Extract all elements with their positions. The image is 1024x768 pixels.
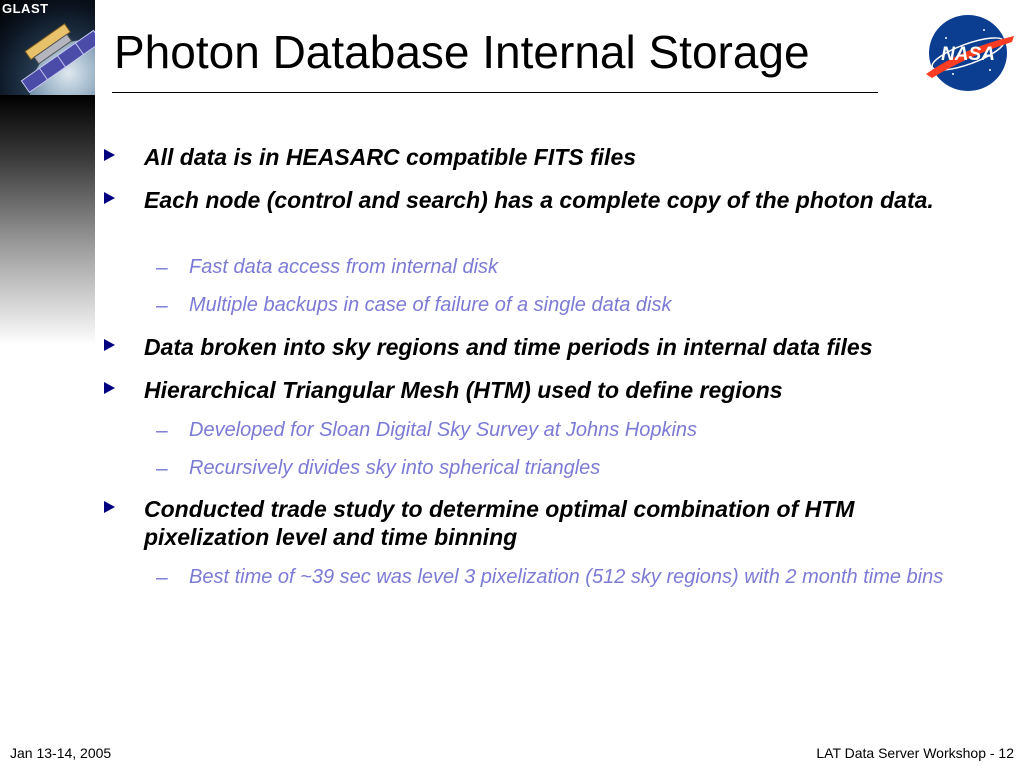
bullet-arrow-icon <box>104 501 115 513</box>
sub-bullet-dash: – <box>156 256 168 279</box>
sub-bullet-text: Best time of ~39 sec was level 3 pixelization (512 sky regions) with 2 month time bins <box>189 566 944 588</box>
nasa-logo-text: NASA <box>941 44 995 65</box>
sub-bullet-dash: – <box>156 419 168 442</box>
footer-date: Jan 13-14, 2005 <box>10 745 112 761</box>
bullet-arrow-icon <box>104 192 115 204</box>
bullet-arrow-icon <box>104 149 115 161</box>
sub-bullet-text: Developed for Sloan Digital Sky Survey at Johns Hopkins <box>189 419 698 441</box>
bullet-text: Conducted trade study to determine optimal combination of HTM pixelization level and time binning <box>144 496 855 550</box>
sub-bullet-dash: – <box>156 457 168 480</box>
sub-bullet-dash: – <box>156 294 168 317</box>
bullet-text: All data is in HEASARC compatible FITS files <box>144 144 637 170</box>
glast-logo-text: GLAST <box>2 1 49 16</box>
bullet-text: Hierarchical Triangular Mesh (HTM) used to define regions <box>144 377 783 403</box>
footer-page-label: LAT Data Server Workshop - 12 <box>816 745 1014 761</box>
bullet-arrow-icon <box>104 382 115 394</box>
sub-bullet-text: Fast data access from internal disk <box>189 256 499 278</box>
bullet-text: Each node (control and search) has a complete copy of the photon data. <box>144 187 934 213</box>
bullet-arrow-icon <box>104 339 115 351</box>
sub-bullet-text: Recursively divides sky into spherical triangles <box>189 457 601 479</box>
slide-title: Photon Database Internal Storage <box>114 26 810 78</box>
bullet-text: Data broken into sky regions and time periods in internal data files <box>144 334 873 360</box>
sub-bullet-text: Multiple backups in case of failure of a single data disk <box>189 294 672 316</box>
sub-bullet-dash: – <box>156 566 168 589</box>
